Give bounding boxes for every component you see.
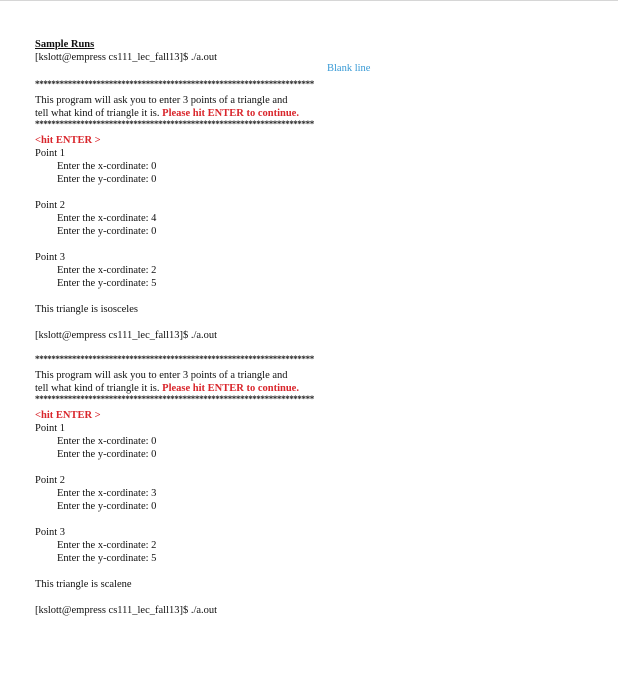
star-divider: ******************************************************************** [35, 80, 314, 89]
star-divider: ******************************************************************** [35, 120, 314, 129]
sample-run-2 [35, 355, 335, 617]
intro-hint: Please hit ENTER to continue. [162, 383, 299, 394]
hit-enter-label: <hit ENTER > [35, 135, 101, 146]
sample-run-1 [35, 80, 335, 342]
x-coordinate-prompt: Enter the x-cordinate: 3 [57, 488, 157, 499]
intro-text: tell what kind of triangle it is. [35, 383, 160, 394]
y-coordinate-prompt: Enter the y-cordinate: 5 [57, 553, 157, 564]
x-coordinate-prompt: Enter the x-cordinate: 0 [57, 436, 157, 447]
intro-line-1: This program will ask you to enter 3 points of a triangle and [35, 95, 288, 106]
y-coordinate-prompt: Enter the y-cordinate: 0 [57, 501, 157, 512]
triangle-result: This triangle is scalene [35, 579, 132, 590]
intro-line-1: This program will ask you to enter 3 points of a triangle and [35, 370, 288, 381]
point-label: Point 2 [35, 475, 66, 486]
star-divider: ******************************************************************** [35, 395, 314, 404]
point-label: Point 1 [35, 148, 66, 159]
point-label: Point 2 [35, 200, 66, 211]
y-coordinate-prompt: Enter the y-cordinate: 0 [57, 174, 157, 185]
x-coordinate-prompt: Enter the x-cordinate: 0 [57, 161, 157, 172]
x-coordinate-prompt: Enter the x-cordinate: 4 [57, 213, 157, 224]
shell-prompt: [kslott@empress cs111_lec_fall13]$ ./a.out [35, 605, 218, 616]
intro-text: tell what kind of triangle it is. [35, 108, 160, 119]
point-label: Point 3 [35, 527, 66, 538]
page-heading: Sample Runs [35, 39, 95, 50]
blank-line-annotation: Blank line [327, 63, 371, 74]
hit-enter-label: <hit ENTER > [35, 410, 101, 421]
x-coordinate-prompt: Enter the x-cordinate: 2 [57, 265, 157, 276]
y-coordinate-prompt: Enter the y-cordinate: 5 [57, 278, 157, 289]
top-border [0, 0, 618, 1]
x-coordinate-prompt: Enter the x-cordinate: 2 [57, 540, 157, 551]
intro-hint: Please hit ENTER to continue. [162, 108, 299, 119]
y-coordinate-prompt: Enter the y-cordinate: 0 [57, 449, 157, 460]
star-divider: ******************************************************************** [35, 355, 314, 364]
point-label: Point 3 [35, 252, 66, 263]
intro-line-2 [35, 382, 335, 395]
y-coordinate-prompt: Enter the y-cordinate: 0 [57, 226, 157, 237]
point-label: Point 1 [35, 423, 66, 434]
triangle-result: This triangle is isosceles [35, 304, 138, 315]
intro-line-2 [35, 107, 335, 120]
shell-prompt: [kslott@empress cs111_lec_fall13]$ ./a.out [35, 52, 218, 63]
document-page [35, 38, 335, 617]
shell-prompt: [kslott@empress cs111_lec_fall13]$ ./a.out [35, 330, 218, 341]
